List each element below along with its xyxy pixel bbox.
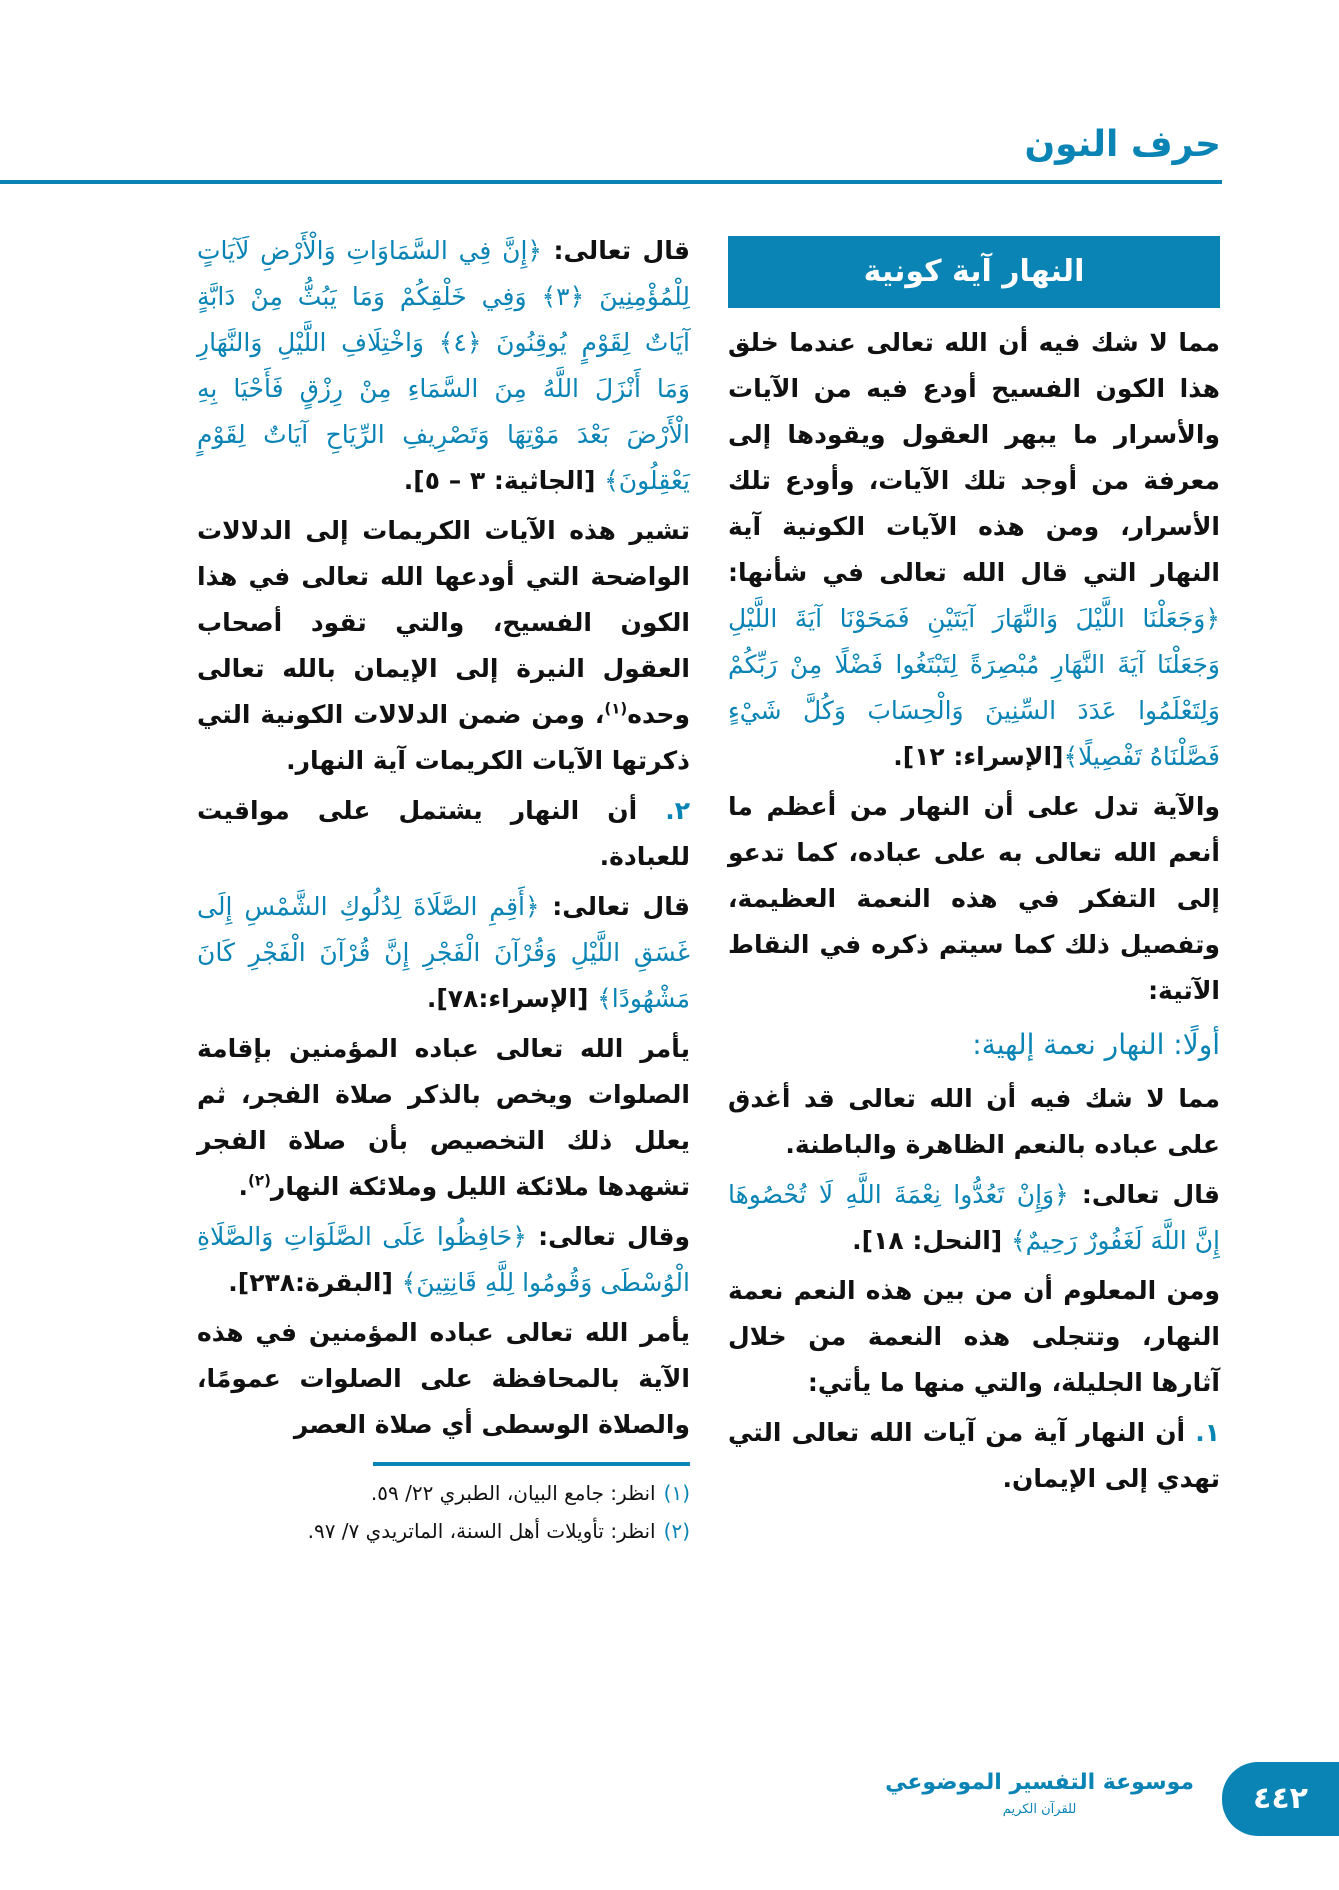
paragraph bbox=[197, 1310, 690, 1448]
footnotes bbox=[197, 1474, 690, 1550]
text-segment: يأمر الله تعالى عباده المؤمنين في هذه الآية بالمحافظة على الصلوات عمومًا، والصلاة الوسطى أي صلاة العصر bbox=[197, 1318, 690, 1439]
paragraph bbox=[197, 1026, 690, 1210]
text-segment: ومن المعلوم أن من بين هذه النعم نعمة النهار، وتتجلى هذه النعمة من خلال آثارها الجليلة، والتي منها ما يأتي: bbox=[728, 1276, 1220, 1397]
paragraph bbox=[728, 1076, 1220, 1168]
text-segment: تشير هذه الآيات الكريمات إلى الدلالات الواضحة التي أودعها الله تعالى في هذا الكون الفسيح، والتي تقود أصحاب العقول النيرة إلى الإيمان بالله تعالى وحده bbox=[197, 516, 690, 729]
text-segment: ، ومن ضمن الدلالات الكونية التي ذكرتها الآيات الكريمات آية النهار. bbox=[197, 700, 690, 775]
paragraph bbox=[197, 228, 690, 504]
text-segment: أن النهار يشتمل على مواقيت للعبادة. bbox=[197, 796, 690, 871]
paragraph bbox=[728, 1410, 1220, 1502]
quran-verse: ﴿أَقِمِ الصَّلَاةَ لِدُلُوكِ الشَّمْسِ إِلَى غَسَقِ اللَّيْلِ وَقُرْآنَ الْفَجْرِ إِنَّ قُرْآنَ الْفَجْرِ كَانَ مَشْهُودًا﴾ bbox=[197, 892, 690, 1013]
text-segment: [الإسراء: ١٢]. bbox=[893, 742, 1064, 771]
text-segment: يأمر الله تعالى عباده المؤمنين بإقامة الصلوات ويخص بالذكر صلاة الفجر، ثم يعلل ذلك التخصيص بأن صلاة الفجر تشهدها ملائكة الليل وملائكة النهار bbox=[197, 1034, 690, 1201]
quran-verse: ﴿وَإِنْ تَعُدُّوا نِعْمَةَ اللَّهِ لَا تُحْصُوهَا إِنَّ اللَّهَ لَغَفُورٌ رَحِيمٌ﴾ bbox=[728, 1180, 1220, 1255]
right-column bbox=[728, 236, 1220, 1506]
left-column bbox=[197, 228, 690, 1550]
paragraph bbox=[728, 784, 1220, 1014]
footnote-number: (١) bbox=[663, 1481, 690, 1505]
paragraph bbox=[728, 1172, 1220, 1264]
paragraph bbox=[728, 320, 1220, 780]
right-column-body bbox=[728, 320, 1220, 1502]
footnote-ref[interactable]: (١) bbox=[604, 699, 628, 718]
footnote bbox=[197, 1512, 690, 1550]
text-segment: [الإسراء:٧٨]. bbox=[426, 984, 598, 1013]
logo-subtitle: للقرآن الكريم bbox=[1002, 1802, 1077, 1817]
text-segment: أن النهار آية من آيات الله تعالى التي تهدي إلى الإيمان. bbox=[728, 1418, 1220, 1493]
text-segment: [النحل: ١٨]. bbox=[852, 1226, 1011, 1255]
header-divider bbox=[0, 180, 1222, 184]
subheading bbox=[728, 1020, 1220, 1070]
paragraph bbox=[197, 788, 690, 880]
text-segment: أولًا: النهار نعمة إلهية: bbox=[972, 1028, 1220, 1061]
text-segment: قال تعالى: bbox=[539, 892, 691, 921]
list-number: ٢. bbox=[637, 796, 690, 825]
text-segment: مما لا شك فيه أن الله تعالى قد أغدق على عباده بالنعم الظاهرة والباطنة. bbox=[728, 1084, 1220, 1159]
paragraph bbox=[728, 1268, 1220, 1406]
paragraph bbox=[197, 508, 690, 784]
quran-verse: ﴿وَجَعَلْنَا اللَّيْلَ وَالنَّهَارَ آيَتَيْنِ فَمَحَوْنَا آيَةَ اللَّيْلِ وَجَعَلْنَا آيَةَ النَّهَارِ مُبْصِرَةً لِتَبْتَغُوا فَضْلًا مِنْ رَبِّكُمْ وَلِتَعْلَمُوا عَدَدَ السِّنِينَ وَالْحِسَابَ وَكُلَّ شَيْءٍ فَصَّلْنَاهُ تَفْصِيلًا﴾ bbox=[728, 604, 1220, 771]
paragraph bbox=[197, 1214, 690, 1306]
section-heading: النهار آية كونية bbox=[728, 236, 1220, 308]
footnote-divider bbox=[373, 1462, 690, 1466]
list-number: ١. bbox=[1185, 1418, 1220, 1447]
text-segment: قال تعالى: bbox=[542, 236, 691, 265]
text-segment: [البقرة:٢٣٨]. bbox=[228, 1268, 402, 1297]
logo-title: موسوعة التفسير الموضوعي bbox=[885, 1770, 1194, 1795]
text-segment: والآية تدل على أن النهار من أعظم ما أنعم الله تعالى به على عباده، كما تدعو إلى التفكر في هذه النعمة العظيمة، وتفصيل ذلك كما سيتم ذكره في النقاط الآتية: bbox=[728, 792, 1220, 1005]
text-segment: . bbox=[238, 1172, 249, 1201]
encyclopedia-logo bbox=[885, 1765, 1194, 1819]
text-segment: قال تعالى: bbox=[1068, 1180, 1220, 1209]
footnote-text: انظر: تأويلات أهل السنة، الماتريدي ٧/ ٩٧. bbox=[307, 1519, 656, 1543]
left-column-body bbox=[197, 228, 690, 1448]
footnote bbox=[197, 1474, 690, 1512]
text-segment: وقال تعالى: bbox=[526, 1222, 690, 1251]
paragraph bbox=[197, 884, 690, 1022]
quran-verse: ﴿حَافِظُوا عَلَى الصَّلَوَاتِ وَالصَّلَاةِ الْوُسْطَى وَقُومُوا لِلَّهِ قَانِتِينَ﴾ bbox=[197, 1222, 690, 1297]
footnote-text: انظر: جامع البيان، الطبري ٢٢/ ٥٩. bbox=[370, 1481, 656, 1505]
text-segment: [الجاثية: ٣ – ٥]. bbox=[403, 466, 605, 495]
text-segment: مما لا شك فيه أن الله تعالى عندما خلق هذا الكون الفسيح أودع فيه من الآيات والأسرار ما يبهر العقول ويقودها إلى معرفة من أوجد تلك الآيات، وأودع تلك الأسرار، ومن هذه الآيات الكونية آية النهار التي قال الله تعالى في شأنها: bbox=[728, 328, 1220, 587]
chapter-title: حرف النون bbox=[1024, 124, 1221, 165]
page-number: ٤٤٢ bbox=[1222, 1762, 1339, 1836]
footnote-number: (٢) bbox=[663, 1519, 690, 1543]
quran-verse: ﴿إِنَّ فِي السَّمَاوَاتِ وَالْأَرْضِ لَآيَاتٍ لِلْمُؤْمِنِينَ ﴿٣﴾ وَفِي خَلْقِكُمْ وَمَا يَبُثُّ مِنْ دَابَّةٍ آيَاتٌ لِقَوْمٍ يُوقِنُونَ ﴿٤﴾ وَاخْتِلَافِ اللَّيْلِ وَالنَّهَارِ وَمَا أَنْزَلَ اللَّهُ مِنَ السَّمَاءِ مِنْ رِزْقٍ فَأَحْيَا بِهِ الْأَرْضَ بَعْدَ مَوْتِهَا وَتَصْرِيفِ الرِّيَاحِ آيَاتٌ لِقَوْمٍ يَعْقِلُونَ﴾ bbox=[197, 236, 690, 495]
footnote-ref[interactable]: (٢) bbox=[248, 1171, 271, 1190]
